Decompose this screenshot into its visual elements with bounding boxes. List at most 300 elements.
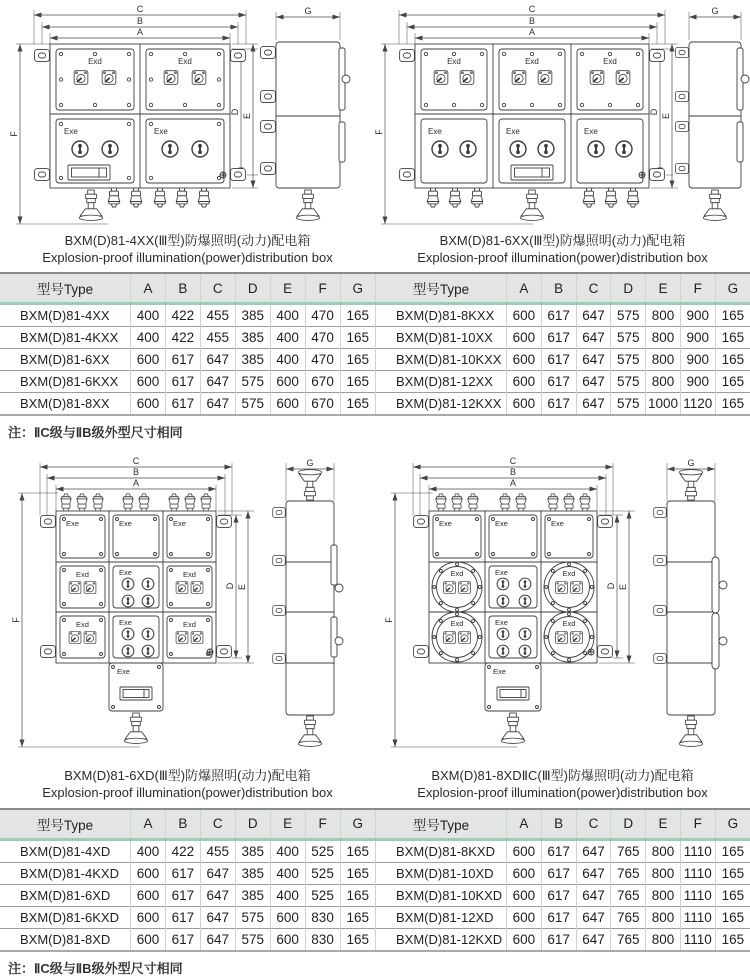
- exe-label: Exe: [119, 519, 132, 528]
- cable-gland: [201, 494, 211, 511]
- rotary-switch-icon: [570, 582, 582, 594]
- socket-icon: [122, 578, 134, 590]
- exe-panel: [113, 616, 159, 658]
- rotary-switch-icon: [458, 582, 470, 594]
- col-header-dim: D: [611, 810, 646, 840]
- exe-label: Exe: [428, 127, 442, 136]
- rotary-switch-icon: [512, 71, 526, 85]
- col-header-dim: F: [305, 810, 340, 840]
- dim-label-f: F: [9, 131, 19, 137]
- dim-cell: 647: [200, 906, 235, 928]
- exe-label: Exe: [551, 519, 564, 528]
- exe-label: Exe: [119, 568, 132, 577]
- exe-panel: [489, 566, 537, 608]
- dim-cell: 600: [507, 928, 542, 950]
- exe-panel: [489, 616, 537, 658]
- col-header-type: 型号Type: [0, 274, 131, 304]
- dim-cell: 600: [507, 906, 542, 928]
- dim-cell: 1120: [680, 393, 715, 415]
- socket-icon: [122, 595, 134, 607]
- mounting-lug: [653, 556, 666, 566]
- col-header-dim: C: [200, 810, 235, 840]
- cable-gland: [169, 494, 179, 511]
- col-header-dim: D: [611, 274, 646, 304]
- dim-cell: 600: [270, 928, 305, 950]
- dim-cell: 400: [270, 862, 305, 884]
- mounting-lug: [273, 654, 286, 664]
- dim-label-d: D: [606, 583, 616, 590]
- exd-round-panel: [432, 612, 482, 662]
- col-header-dim: C: [200, 274, 235, 304]
- cable-gland: [501, 713, 525, 743]
- side-view: [676, 6, 749, 220]
- dim-cell: 165: [340, 393, 375, 415]
- dim-cell: 165: [715, 906, 750, 928]
- table-row: [376, 371, 750, 393]
- exd-panel: [56, 49, 134, 110]
- caption-en-line: Explosion-proof illumination(power)distribution box: [375, 249, 750, 266]
- col-header-dim: A: [507, 810, 542, 840]
- dim-cell: 165: [715, 839, 750, 862]
- figure-6xx: [375, 2, 750, 230]
- dim-cell: 165: [340, 839, 375, 862]
- top-figure-row: [0, 2, 750, 230]
- table-row: [0, 862, 375, 884]
- cable-gland: [449, 188, 461, 207]
- table-row: [376, 884, 750, 906]
- bottom-captions: [0, 767, 750, 801]
- col-header-dim: B: [165, 810, 200, 840]
- dim-label-a: A: [133, 478, 139, 488]
- note-text: 注：ⅡC级与ⅡB级外型尺寸相同: [0, 416, 750, 443]
- cable-gland: [124, 713, 148, 743]
- dim-label-e: E: [242, 113, 252, 119]
- dim-cell: 455: [200, 327, 235, 349]
- rotary-switch-icon: [102, 71, 116, 85]
- exe-panel: [577, 119, 643, 183]
- caption-model-line: BXM(D)81-6XX(Ⅲ型)防爆照明(动力)配电箱: [375, 232, 750, 249]
- dim-cell: 575: [611, 371, 646, 393]
- dim-cell: 765: [611, 884, 646, 906]
- table-row: [376, 906, 750, 928]
- dim-cell: 600: [507, 327, 542, 349]
- mounting-lug: [230, 169, 245, 181]
- dim-cell: 600: [507, 839, 542, 862]
- dim-cell: 400: [270, 884, 305, 906]
- dim-cell: 165: [340, 862, 375, 884]
- dim-cell: 600: [507, 862, 542, 884]
- dim-cell: 617: [541, 884, 576, 906]
- dim-cell: 647: [576, 862, 611, 884]
- col-header-type: 型号Type: [0, 810, 131, 840]
- rotary-switch-icon: [176, 582, 188, 594]
- caption-model-line: BXM(D)81-6XD(Ⅲ型)防爆照明(动力)配电箱: [0, 767, 375, 784]
- table-row: [376, 304, 750, 327]
- dim-cell: 617: [165, 393, 200, 415]
- dim-label-b: B: [509, 467, 515, 477]
- inspection-window: [120, 687, 152, 700]
- col-header-dim: E: [646, 810, 681, 840]
- dim-label-e: E: [237, 584, 247, 590]
- dim-cell: 385: [235, 327, 270, 349]
- dim-cell: 765: [611, 862, 646, 884]
- dim-cell: 1110: [680, 839, 715, 862]
- cable-gland: [61, 494, 71, 511]
- table-header-row: [0, 274, 375, 304]
- dim-cell: 617: [541, 327, 576, 349]
- dim-cell: 800: [646, 906, 681, 928]
- mounting-lug: [413, 516, 428, 528]
- dim-cell: 900: [680, 304, 715, 327]
- exe-label: Exe: [173, 519, 186, 528]
- socket-icon: [497, 595, 509, 607]
- dim-cell: 900: [680, 327, 715, 349]
- mounting-lug: [260, 91, 275, 103]
- col-header-type: 型号Type: [376, 274, 507, 304]
- model-cell: BXM(D)81-8XD: [0, 928, 131, 950]
- rotary-switch-icon: [176, 632, 188, 644]
- dim-cell: 647: [200, 371, 235, 393]
- model-cell: BXM(D)81-4XX: [0, 304, 131, 327]
- dim-cell: 617: [165, 862, 200, 884]
- dim-cell: 165: [715, 862, 750, 884]
- model-cell: BXM(D)81-4XD: [0, 839, 131, 862]
- dim-cell: 670: [305, 371, 340, 393]
- dim-cell: 800: [646, 928, 681, 950]
- table-row: [0, 906, 375, 928]
- dim-cell: 800: [646, 327, 681, 349]
- dim-cell: 1110: [680, 906, 715, 928]
- dim-cell: 600: [507, 349, 542, 371]
- socket-icon: [162, 141, 178, 157]
- dim-cell: 470: [305, 304, 340, 327]
- dim-cell: 600: [507, 304, 542, 327]
- exd-panel: [577, 49, 643, 110]
- table-row: [376, 839, 750, 862]
- door-handle: [342, 75, 350, 83]
- dim-label-c: C: [529, 4, 536, 14]
- model-cell: BXM(D)81-10XX: [376, 327, 507, 349]
- model-cell: BXM(D)81-10XD: [376, 862, 507, 884]
- socket-icon: [497, 578, 509, 590]
- dim-cell: 165: [340, 304, 375, 327]
- drawing-4xx-front-and-side: [8, 2, 368, 230]
- col-header-dim: G: [340, 810, 375, 840]
- mounting-lug: [676, 121, 689, 131]
- dim-cell: 525: [305, 884, 340, 906]
- dim-cell: 575: [611, 304, 646, 327]
- dimension-table-right: [375, 810, 750, 950]
- dim-label-d: D: [230, 108, 240, 115]
- col-header-dim: B: [541, 810, 576, 840]
- table-row: [0, 304, 375, 327]
- dim-label-a: A: [509, 478, 515, 488]
- caption-en-line: Explosion-proof illumination(power)distribution box: [0, 784, 375, 801]
- mounting-lug: [676, 163, 689, 173]
- dim-cell: 165: [340, 349, 375, 371]
- table-row: [0, 393, 375, 415]
- side-view: [273, 458, 343, 746]
- caption-en-line: Explosion-proof illumination(power)distribution box: [375, 784, 750, 801]
- dim-cell: 575: [611, 393, 646, 415]
- cable-gland: [451, 494, 461, 511]
- exd-panel: [167, 616, 212, 658]
- dim-label-g: G: [304, 6, 311, 16]
- rotary-switch-icon: [590, 71, 604, 85]
- exe-label: Exe: [64, 127, 78, 136]
- mounting-lug: [597, 516, 612, 528]
- col-header-dim: A: [131, 810, 166, 840]
- dim-cell: 575: [235, 906, 270, 928]
- socket-icon: [122, 628, 134, 640]
- ground-mark: [220, 172, 226, 178]
- model-cell: BXM(D)81-6KXX: [0, 371, 131, 393]
- table-row: [0, 839, 375, 862]
- dim-label-g: G: [711, 6, 718, 16]
- dim-label-b: B: [133, 467, 139, 477]
- socket-icon: [102, 141, 118, 157]
- table-header-row: [376, 810, 750, 840]
- mounting-lug: [260, 163, 275, 175]
- col-header-dim: D: [235, 274, 270, 304]
- dim-label-f: F: [374, 129, 384, 135]
- exe-label: Exe: [493, 667, 506, 676]
- rotary-switch-icon: [84, 632, 96, 644]
- round-cover-edge: [712, 557, 719, 613]
- cable-gland: [583, 188, 595, 207]
- col-header-dim: C: [576, 274, 611, 304]
- dim-label-e: E: [661, 113, 671, 119]
- dim-label-d: D: [649, 108, 659, 115]
- dim-label-c: C: [133, 456, 140, 466]
- rotary-switch-icon: [74, 71, 88, 85]
- dim-cell: 165: [340, 884, 375, 906]
- rotary-switch-icon: [443, 632, 455, 644]
- exe-label: Exe: [495, 568, 508, 577]
- exe-panel: [113, 566, 159, 608]
- exd-label: Exd: [76, 570, 89, 579]
- round-cover-edge: [712, 613, 719, 669]
- top-dimension-tables: [0, 272, 750, 416]
- dim-cell: 647: [576, 327, 611, 349]
- dim-cell: 422: [165, 304, 200, 327]
- dim-label-g: G: [306, 458, 313, 468]
- exd-panel: [167, 566, 212, 608]
- dim-cell: 617: [541, 906, 576, 928]
- cable-gland: [79, 190, 103, 220]
- socket-icon: [192, 141, 208, 157]
- mounting-lug: [273, 606, 286, 616]
- rotary-switch-icon: [69, 582, 81, 594]
- dimension-table-left: [0, 274, 375, 414]
- cable-gland: [627, 188, 639, 207]
- side-view: [260, 6, 349, 220]
- mounting-lug: [260, 121, 275, 133]
- cable-gland: [185, 494, 195, 511]
- caption-en-line: Explosion-proof illumination(power)distribution box: [0, 249, 375, 266]
- dim-cell: 647: [576, 884, 611, 906]
- mounting-lug: [217, 646, 232, 658]
- figure-caption: [375, 232, 750, 266]
- dim-cell: 600: [507, 371, 542, 393]
- exd-label: Exd: [88, 57, 102, 66]
- table-header-row: [0, 810, 375, 840]
- rotary-switch-icon: [69, 632, 81, 644]
- dim-cell: 165: [715, 304, 750, 327]
- model-cell: BXM(D)81-4KXX: [0, 327, 131, 349]
- dim-cell: 617: [165, 349, 200, 371]
- figure-caption: [0, 767, 375, 801]
- mounting-lug: [273, 508, 286, 518]
- dim-cell: 455: [200, 839, 235, 862]
- col-header-type: 型号Type: [376, 810, 507, 840]
- cable-gland: [579, 494, 589, 511]
- dim-cell: 765: [611, 928, 646, 950]
- dim-cell: 647: [200, 928, 235, 950]
- caption-model-line: BXM(D)81-8XDⅡC(Ⅲ型)防爆照明(动力)配电箱: [375, 767, 750, 784]
- rotary-switch-icon: [538, 71, 552, 85]
- exe-panel: [56, 119, 134, 183]
- mounting-lug: [400, 50, 415, 62]
- cable-gland: [296, 190, 320, 220]
- exe-label: Exe: [495, 519, 508, 528]
- dim-cell: 400: [131, 839, 166, 862]
- exd-label: Exd: [447, 57, 461, 66]
- cable-gland: [467, 494, 477, 511]
- table-row: [376, 393, 750, 415]
- dim-cell: 600: [131, 371, 166, 393]
- exd-panel: [60, 566, 105, 608]
- dim-cell: 165: [340, 327, 375, 349]
- dim-cell: 617: [541, 349, 576, 371]
- table-header-row: [376, 274, 750, 304]
- socket-icon: [497, 628, 509, 640]
- dim-cell: 617: [541, 393, 576, 415]
- col-header-dim: G: [340, 274, 375, 304]
- col-header-dim: D: [235, 810, 270, 840]
- rotary-switch-icon: [191, 582, 203, 594]
- socket-icon: [142, 595, 154, 607]
- model-cell: BXM(D)81-10KXD: [376, 884, 507, 906]
- dim-cell: 647: [576, 839, 611, 862]
- dim-cell: 575: [235, 371, 270, 393]
- socket-icon: [538, 141, 554, 157]
- rotary-switch-icon: [460, 71, 474, 85]
- dim-label-a: A: [136, 27, 142, 37]
- dim-label-b: B: [529, 16, 535, 26]
- socket-icon: [460, 141, 476, 157]
- dim-cell: 400: [131, 327, 166, 349]
- dim-cell: 647: [200, 862, 235, 884]
- dim-cell: 617: [165, 884, 200, 906]
- dim-cell: 385: [235, 839, 270, 862]
- dim-cell: 400: [270, 349, 305, 371]
- cable-gland: [176, 188, 188, 207]
- exe-panel: [146, 119, 224, 183]
- dim-cell: 647: [576, 349, 611, 371]
- dim-cell: 765: [611, 839, 646, 862]
- mounting-lug: [400, 169, 415, 181]
- cable-gland: [563, 494, 573, 511]
- col-header-dim: F: [680, 274, 715, 304]
- dim-cell: 525: [305, 839, 340, 862]
- figure-caption: [375, 767, 750, 801]
- model-cell: BXM(D)81-8KXX: [376, 304, 507, 327]
- rotary-switch-icon: [191, 632, 203, 644]
- exe-panel: [60, 515, 105, 558]
- col-header-dim: F: [305, 274, 340, 304]
- table-row: [0, 884, 375, 906]
- exd-panel: [60, 616, 105, 658]
- dim-cell: 617: [165, 928, 200, 950]
- exe-label: Exe: [439, 519, 452, 528]
- cable-gland: [108, 188, 120, 207]
- exd-panel: [421, 49, 487, 110]
- door-handle: [719, 637, 727, 645]
- mounting-lug: [230, 50, 245, 62]
- mounting-lug: [34, 50, 49, 62]
- exe-label: Exe: [117, 667, 130, 676]
- caption-model-line: BXM(D)81-4XX(Ⅲ型)防爆照明(动力)配电箱: [0, 232, 375, 249]
- exe-label: Exe: [495, 618, 508, 627]
- dim-cell: 830: [305, 928, 340, 950]
- top-captions: [0, 232, 750, 266]
- col-header-dim: G: [715, 810, 750, 840]
- mounting-lug: [597, 646, 612, 658]
- dim-cell: 600: [270, 906, 305, 928]
- mounting-lug: [413, 646, 428, 658]
- mounting-lug: [676, 91, 689, 101]
- dim-label-f: F: [384, 617, 394, 623]
- mounting-lug: [41, 646, 56, 658]
- figure-4xx: [0, 2, 375, 230]
- dim-cell: 800: [646, 304, 681, 327]
- dim-cell: 600: [131, 393, 166, 415]
- socket-icon: [510, 141, 526, 157]
- table-row: [376, 928, 750, 950]
- drawing-6xx-front-and-side: [375, 2, 750, 230]
- bottom-dimension-tables: [0, 808, 750, 952]
- dim-label-c: C: [136, 4, 143, 14]
- ground-mark: [588, 649, 594, 655]
- exd-round-panel: [432, 562, 482, 612]
- cable-gland: [139, 494, 149, 511]
- table-row: [0, 327, 375, 349]
- mounting-lug: [34, 169, 49, 181]
- exd-label: Exd: [450, 619, 463, 628]
- dim-cell: 617: [541, 304, 576, 327]
- dim-cell: 670: [305, 393, 340, 415]
- socket-icon: [519, 578, 531, 590]
- socket-icon: [519, 628, 531, 640]
- exd-round-panel: [544, 562, 594, 612]
- dim-cell: 385: [235, 884, 270, 906]
- socket-icon: [588, 141, 604, 157]
- cable-gland: [298, 470, 322, 500]
- cable-gland: [93, 494, 103, 511]
- dim-cell: 800: [646, 884, 681, 906]
- dim-label-b: B: [136, 16, 142, 26]
- dim-cell: 165: [715, 371, 750, 393]
- dim-cell: 400: [131, 304, 166, 327]
- dim-cell: 617: [541, 839, 576, 862]
- col-header-dim: B: [165, 274, 200, 304]
- mounting-lug: [260, 47, 275, 59]
- dim-cell: 385: [235, 349, 270, 371]
- socket-icon: [142, 628, 154, 640]
- model-cell: BXM(D)81-12XX: [376, 371, 507, 393]
- exe-panel: [489, 515, 537, 558]
